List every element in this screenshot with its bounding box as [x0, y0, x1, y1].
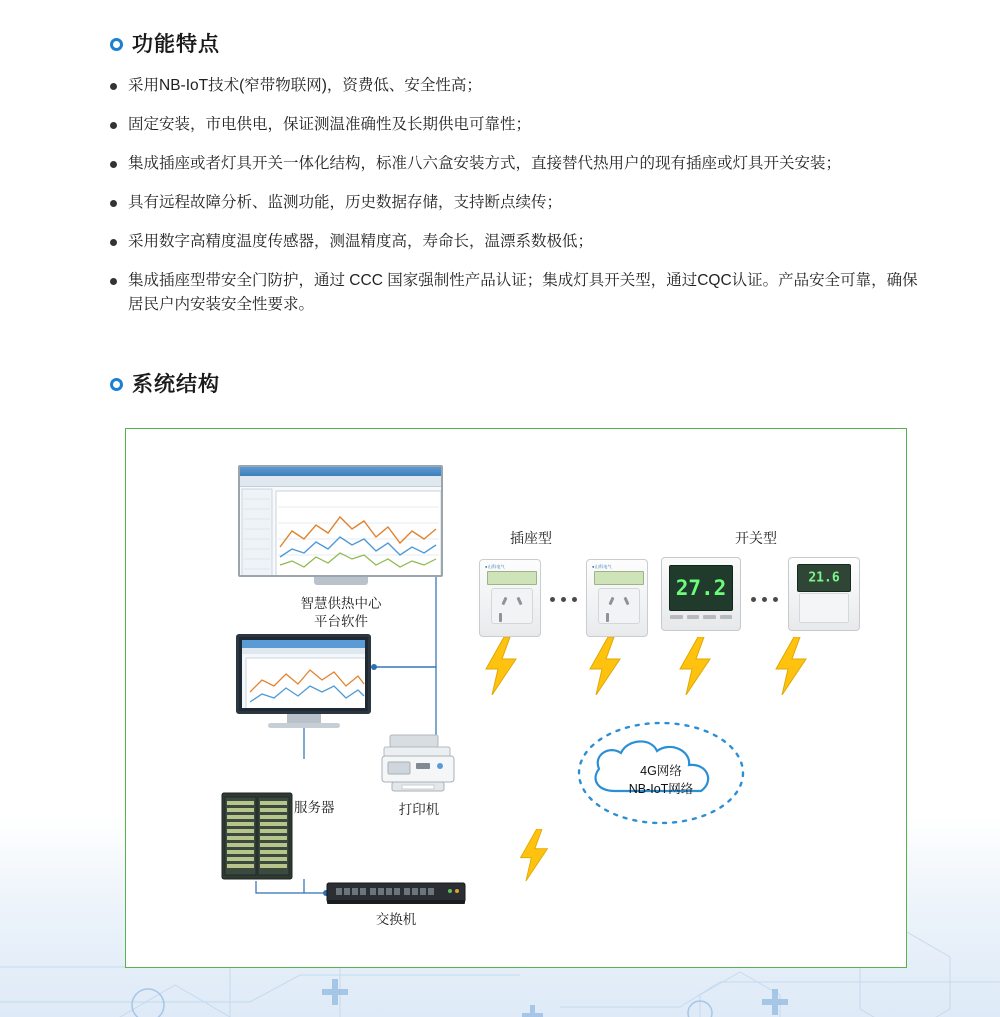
- server-label: 服务器: [294, 800, 335, 815]
- signal-bolt-icon-2: [588, 637, 622, 695]
- platform-software-monitor: [238, 465, 443, 587]
- socket-ground-pin: [606, 613, 609, 622]
- switch-rocker-button[interactable]: [799, 593, 849, 623]
- ellipsis-dots-2: [751, 597, 778, 602]
- printer-label: 打印机: [398, 802, 440, 817]
- workstation-chart-icon: [242, 640, 365, 708]
- switch-type-label: 开关型: [735, 530, 777, 546]
- bullet-dot-icon: [110, 161, 117, 168]
- platform-label-line1: 智慧供热中心: [300, 596, 382, 611]
- signal-bolt-icon-4: [774, 637, 808, 695]
- ring-marker-icon: [110, 378, 123, 391]
- server-icon: [221, 792, 293, 880]
- switch-device: [788, 557, 860, 631]
- socket-lcd: [487, 571, 537, 585]
- section-title: 系统结构: [132, 373, 220, 396]
- workstation-screen: [236, 634, 371, 714]
- feature-text: 集成插座或者灯具开关一体化结构，标准八六盒安装方式，直接替代热用户的现有插座或灯具开关安装；: [128, 155, 842, 173]
- socket-plug-hole: [598, 588, 640, 624]
- signal-bolt-icon-5: [514, 829, 554, 881]
- platform-chart-icon: [240, 487, 443, 577]
- architecture-section: [110, 368, 220, 398]
- app-toolbar: [240, 476, 441, 487]
- thermostat-device: [661, 557, 741, 631]
- signal-bolt-icon-1: [484, 637, 518, 695]
- thermostat-body: [661, 557, 741, 631]
- app-titlebar: [240, 467, 441, 476]
- list-item: [110, 74, 930, 98]
- platform-label: [206, 595, 476, 631]
- bullet-dot-icon: [110, 278, 117, 285]
- workstation-stand: [287, 714, 321, 723]
- list-item: [110, 152, 930, 176]
- thermostat-screen: [669, 565, 733, 611]
- server-rack: [221, 792, 293, 880]
- workstation-screen-content: [242, 640, 365, 708]
- page-title: 功能特点: [132, 33, 220, 56]
- workstation-base: [268, 723, 340, 728]
- network-switch: [326, 879, 466, 907]
- feature-text: 具有远程故障分析、监测功能，历史数据存储，支持断点续传；: [128, 194, 563, 212]
- thermostat-temperature: 27.2: [675, 576, 727, 600]
- feature-text: 集成插座型带安全门防护，通过 CCC 国家强制性产品认证；集成灯具开关型，通过CQC认证。产品安全可靠，确保居民户内安装安全性要求。: [128, 272, 918, 314]
- ellipsis-dots-1: [550, 597, 577, 602]
- socket-body: [479, 559, 541, 637]
- switch-device-screen: [797, 564, 851, 592]
- printer-icon: [376, 729, 462, 799]
- socket-device-1: [479, 559, 541, 637]
- workstation-monitor: [236, 634, 371, 729]
- socket-lcd: [594, 571, 644, 585]
- bullet-dot-icon: [110, 239, 117, 246]
- features-list: [110, 74, 930, 317]
- list-item: [110, 230, 930, 254]
- printer-device: [376, 729, 462, 799]
- monitor-screen: [238, 465, 443, 577]
- list-item: [110, 269, 930, 317]
- features-heading: [110, 28, 930, 58]
- system-architecture-diagram: [125, 428, 907, 968]
- signal-bolt-icon-3: [678, 637, 712, 695]
- socket-body: [586, 559, 648, 637]
- network-cloud: [581, 729, 741, 815]
- bullet-dot-icon: [110, 83, 117, 90]
- cloud-label: [581, 763, 741, 798]
- switch-icon: [326, 879, 466, 907]
- bullet-dot-icon: [110, 122, 117, 129]
- socket-ground-pin: [499, 613, 502, 622]
- list-item: [110, 191, 930, 215]
- app-body: [240, 487, 441, 577]
- brand-mark-icon: ●山科电气: [592, 564, 612, 569]
- feature-text: 固定安装，市电供电，保证测温准确性及长期供电可靠性；: [128, 116, 532, 134]
- switch-device-temperature: 21.6: [808, 570, 840, 586]
- cloud-label-line1: 4G网络: [640, 764, 682, 778]
- cloud-label-line2: NB-IoT网络: [628, 781, 694, 796]
- architecture-heading: [110, 368, 220, 398]
- feature-text: 采用NB-IoT技术(窄带物联网)，资费低、安全性高；: [128, 77, 482, 94]
- brand-mark-icon: ●山科电气: [485, 564, 505, 569]
- feature-text: 采用数字高精度温度传感器，测温精度高，寿命长，温漂系数极低；: [128, 233, 594, 251]
- list-item: [110, 113, 930, 137]
- thermostat-buttons[interactable]: [670, 615, 732, 625]
- switch-device-body: [788, 557, 860, 631]
- features-section: [110, 28, 930, 332]
- socket-plug-hole: [491, 588, 533, 624]
- switch-label: 交换机: [375, 912, 417, 927]
- monitor-stand: [314, 577, 368, 585]
- platform-label-line2: 平台软件: [314, 614, 368, 630]
- ring-marker-icon: [110, 38, 123, 51]
- socket-type-label: 插座型: [510, 530, 552, 546]
- bullet-dot-icon: [110, 200, 117, 207]
- socket-device-2: [586, 559, 648, 637]
